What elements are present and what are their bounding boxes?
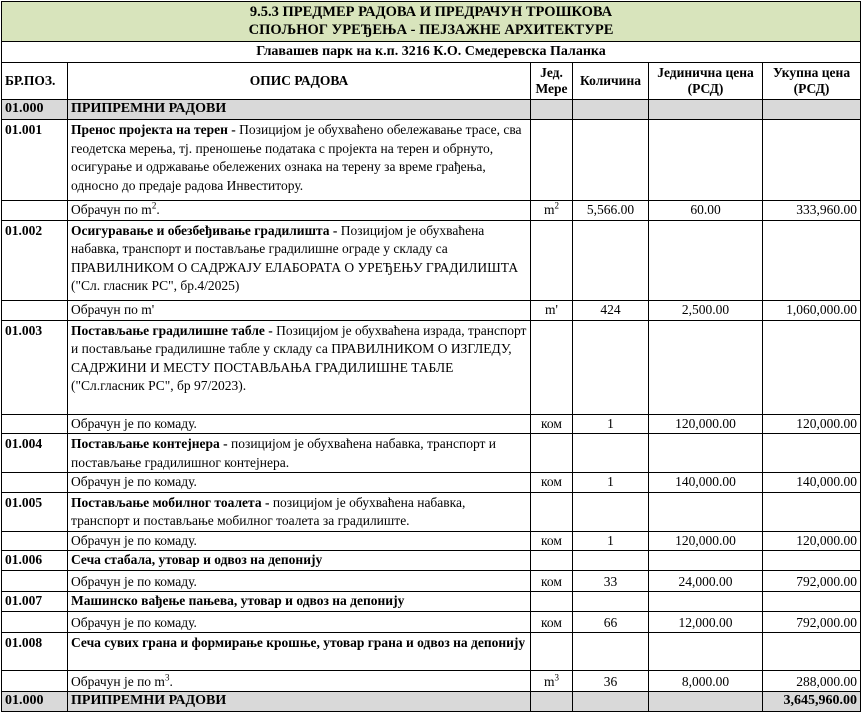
item-quantity: 5,566.00	[573, 201, 649, 221]
item-unit: ком	[531, 531, 573, 551]
item-pos: 01.006	[2, 551, 68, 571]
col-header-quantity: Количина	[573, 63, 649, 100]
document-title	[2, 2, 861, 42]
item-pos: 01.003	[2, 320, 68, 414]
item-unit: ком	[531, 473, 573, 493]
item-measure: Обрачун је по $m^3$.	[68, 671, 531, 692]
summary-name: ПРИПРЕМНИ РАДОВИ	[68, 692, 531, 712]
item-pos: 01.008	[2, 633, 68, 671]
item-row	[2, 320, 861, 414]
col-header-pos: БР.ПОЗ.	[2, 63, 68, 100]
item-unit: m'	[531, 300, 573, 320]
item-quantity: 66	[573, 612, 649, 633]
item-measure: Обрачун је по комаду.	[68, 473, 531, 493]
item-pos: 01.005	[2, 492, 68, 531]
item-total: 333,960.00	[763, 201, 861, 221]
section-pos: 01.000	[2, 100, 68, 120]
summary-pos: 01.000	[2, 692, 68, 712]
measure-row	[2, 671, 861, 692]
item-measure: Обрачун по $m^2$.	[68, 201, 531, 221]
item-description: Постављање мобилног тоалета - позицијом је обухваћена набавка, транспорт и постављање мобилног тоалета за градилиште.	[68, 492, 531, 531]
title-line-2: СПОЉНОГ УРЕЂЕЊА - ПЕЈЗАЖНЕ АРХИТЕКТУРЕ	[248, 21, 614, 38]
item-description: Осигуравање и обезбеђивање градилишта - Позицијом је обухваћена набавка, транспорт и постављање градилишне ограде у складу са ПРАВИЛНИКОМ О САДРЖАЈУ ЕЛАБОРАТА О УРЕЂЕЊУ ГРАДИЛИШТА ("Сл. гласник РС", бр.4/2025)	[68, 220, 531, 300]
item-total: 140,000.00	[763, 473, 861, 493]
item-measure: Обрачун је по комаду.	[68, 531, 531, 551]
item-pos: 01.002	[2, 220, 68, 300]
item-unit: ком	[531, 414, 573, 434]
measure-row	[2, 571, 861, 592]
item-unit-price: 12,000.00	[649, 612, 763, 633]
item-unit-price: 8,000.00	[649, 671, 763, 692]
item-total: 792,000.00	[763, 571, 861, 592]
col-header-description: ОПИС РАДОВА	[68, 63, 531, 100]
item-row	[2, 592, 861, 612]
item-measure: Обрачун по m'	[68, 300, 531, 320]
item-row	[2, 633, 861, 671]
item-total: 792,000.00	[763, 612, 861, 633]
item-description: Постављање градилишне табле - Позицијом је обухваћена израда, транспорт и постављање градилишне табле у складу са ПРАВИЛНИКОМ О ИЗГЛЕДУ, САДРЖИНИ И МЕСТУ ПОСТАВЉАЊА ГРАДИЛИШНЕ ТАБЛЕ ("Сл.гласник РС", бр 97/2023).	[68, 320, 531, 414]
item-unit-price: 120,000.00	[649, 414, 763, 434]
item-measure: Обрачун је по комаду.	[68, 612, 531, 633]
item-measure: Обрачун је по комаду.	[68, 414, 531, 434]
title-line-1: 9.5.3 ПРЕДМЕР РАДОВА И ПРЕДРАЧУН ТРОШКОВА	[249, 4, 613, 20]
item-pos: 01.004	[2, 434, 68, 473]
measure-row	[2, 414, 861, 434]
item-total: 1,060,000.00	[763, 300, 861, 320]
item-quantity: 1	[573, 414, 649, 434]
item-row	[2, 120, 861, 201]
col-header-unit-price: Јединична цена (РСД)	[649, 63, 763, 100]
item-description: Сеча сувих грана и формирање крошње, утовар грана и одвоз на депонију	[68, 633, 531, 671]
section-header-row	[2, 100, 861, 120]
item-total: 120,000.00	[763, 531, 861, 551]
item-pos: 01.007	[2, 592, 68, 612]
item-description: Постављање контејнера - позицијом је обухваћена набавка, транспорт и постављање градилишног контејнера.	[68, 434, 531, 473]
summary-total: 3,645,960.00	[763, 692, 861, 712]
item-unit-price: 2,500.00	[649, 300, 763, 320]
cost-estimate-table	[1, 1, 861, 712]
item-unit-price: 140,000.00	[649, 473, 763, 493]
measure-row	[2, 201, 861, 221]
item-total: 120,000.00	[763, 414, 861, 434]
item-description: Машинско вађење пањева, утовар и одвоз на депонију	[68, 592, 531, 612]
measure-row	[2, 473, 861, 493]
item-unit: ком	[531, 612, 573, 633]
item-quantity: 1	[573, 531, 649, 551]
item-measure: Обрачун је по комаду.	[68, 571, 531, 592]
item-quantity: 1	[573, 473, 649, 493]
measure-row	[2, 531, 861, 551]
section-name: ПРИПРЕМНИ РАДОВИ	[68, 100, 531, 120]
item-unit: ком	[531, 571, 573, 592]
col-header-total-price: Укупна цена (РСД)	[763, 63, 861, 100]
item-unit: $m^2$	[531, 201, 573, 221]
item-quantity: 36	[573, 671, 649, 692]
document-subtitle: Главашев парк на к.п. 3216 К.О. Смедеревска Паланка	[2, 42, 861, 63]
measure-row	[2, 300, 861, 320]
measure-row	[2, 612, 861, 633]
column-header-row	[2, 63, 861, 100]
item-row	[2, 551, 861, 571]
item-unit-price: 60.00	[649, 201, 763, 221]
item-unit: $m^3$	[531, 671, 573, 692]
item-row	[2, 220, 861, 300]
item-description: Сеча стабала, утовар и одвоз на депонију	[68, 551, 531, 571]
item-total: 288,000.00	[763, 671, 861, 692]
item-unit-price: 24,000.00	[649, 571, 763, 592]
col-header-unit: Јед. Мере	[531, 63, 573, 100]
item-quantity: 33	[573, 571, 649, 592]
item-pos: 01.001	[2, 120, 68, 201]
item-row	[2, 434, 861, 473]
item-description: Пренос пројекта на терен - Позицијом је обухваћено обележавање трасе, сва геодетска мерења, тј. преношење података с пројекта на терен и обрнуто, осигурање и одржавање обележених ознака на терену за време грађења, односно до предаје радова Инвеститору.	[68, 120, 531, 201]
item-unit-price: 120,000.00	[649, 531, 763, 551]
item-quantity: 424	[573, 300, 649, 320]
item-row	[2, 492, 861, 531]
